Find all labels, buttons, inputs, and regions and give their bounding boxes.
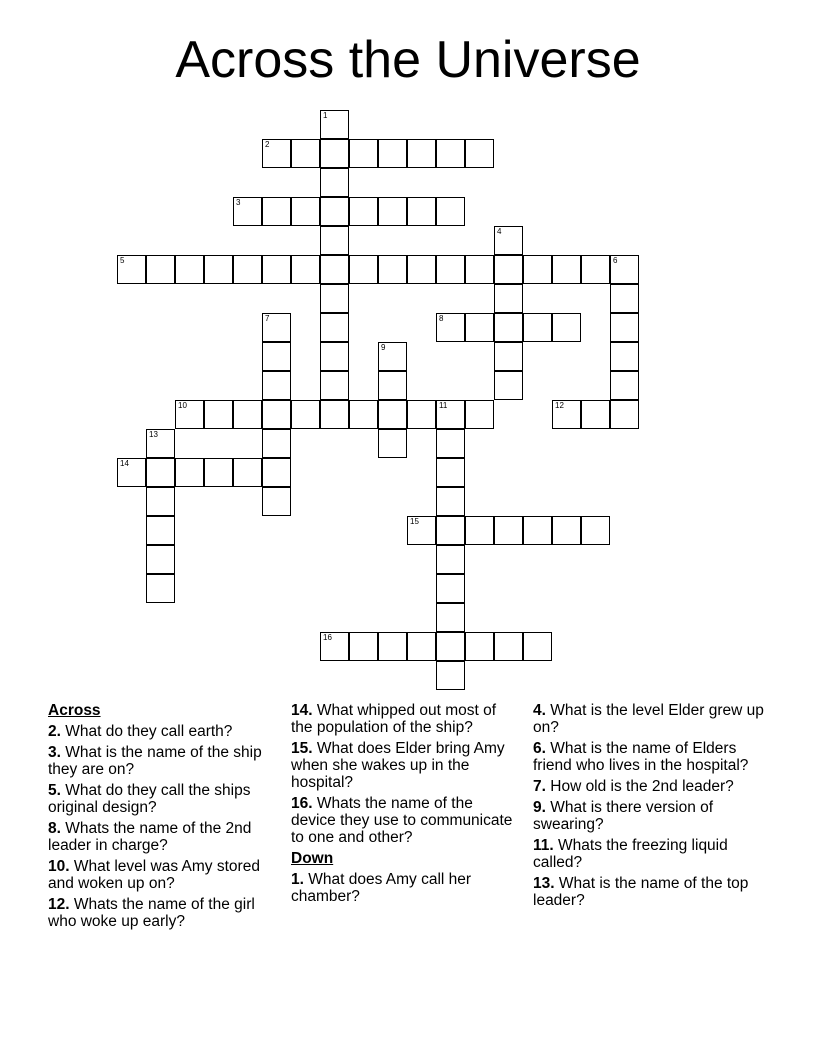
grid-cell[interactable] (552, 400, 581, 429)
grid-cell[interactable] (349, 197, 378, 226)
grid-cell[interactable] (494, 371, 523, 400)
clue-number: 3. (48, 744, 61, 761)
clue-text: What level was Amy stored and woken up on? (48, 858, 260, 892)
cell-number: 11 (439, 401, 448, 410)
grid-cell[interactable] (146, 487, 175, 516)
grid-cell[interactable] (262, 342, 291, 371)
grid-cell[interactable] (146, 516, 175, 545)
grid-cell[interactable] (465, 632, 494, 661)
clue-text: What do they call the ships original design? (48, 782, 251, 816)
grid-cell[interactable] (436, 429, 465, 458)
grid-cell[interactable] (494, 226, 523, 255)
grid-cell[interactable] (610, 342, 639, 371)
grid-cell[interactable] (233, 458, 262, 487)
grid-cell[interactable] (349, 632, 378, 661)
grid-cell[interactable] (262, 139, 291, 168)
grid-cell[interactable] (291, 255, 320, 284)
clue-text: What is there version of swearing? (533, 799, 714, 833)
clue-number: 14. (291, 702, 313, 719)
grid-cell[interactable] (523, 632, 552, 661)
clue-down-13 (533, 875, 773, 909)
clue-text: What is the name of Elders friend who lives in the hospital? (533, 740, 749, 774)
clue-across-5 (48, 782, 278, 816)
grid-cell[interactable] (320, 342, 349, 371)
grid-cell[interactable] (407, 139, 436, 168)
grid-cell[interactable] (175, 255, 204, 284)
grid-cell[interactable] (378, 371, 407, 400)
cell-number: 2 (265, 140, 270, 149)
grid-cell[interactable] (262, 429, 291, 458)
grid-cell[interactable] (204, 400, 233, 429)
grid-cell[interactable] (494, 342, 523, 371)
across-header: Across (48, 702, 101, 719)
grid-cell[interactable] (378, 255, 407, 284)
grid-cell[interactable] (436, 574, 465, 603)
cell-number: 12 (555, 401, 564, 410)
cell-number: 7 (265, 314, 270, 323)
grid-cell[interactable] (436, 313, 465, 342)
clue-text: Whats the name of the girl who woke up early? (48, 896, 255, 930)
grid-cell[interactable] (320, 255, 349, 284)
clue-number: 8. (48, 820, 61, 837)
grid-cell[interactable] (175, 400, 204, 429)
grid-cell[interactable] (581, 255, 610, 284)
grid-cell[interactable] (349, 400, 378, 429)
grid-cell[interactable] (262, 371, 291, 400)
cell-number: 6 (613, 256, 618, 265)
grid-cell[interactable] (610, 313, 639, 342)
grid-cell[interactable] (117, 458, 146, 487)
grid-cell[interactable] (494, 516, 523, 545)
clue-number: 2. (48, 723, 61, 740)
puzzle-title: Across the Universe (175, 31, 641, 89)
grid-cell[interactable] (320, 168, 349, 197)
grid-cell[interactable] (320, 110, 349, 139)
grid-cell[interactable] (610, 284, 639, 313)
clue-number: 4. (533, 702, 546, 719)
clue-text: Whats the name of the 2nd leader in charge? (48, 820, 252, 854)
clue-text: What does Elder bring Amy when she wakes up in the hospital? (291, 740, 505, 791)
grid-cell[interactable] (552, 516, 581, 545)
grid-cell[interactable] (146, 458, 175, 487)
clue-text: What do they call earth? (65, 723, 233, 740)
grid-cell[interactable] (436, 400, 465, 429)
cell-number: 1 (323, 111, 328, 120)
grid-cell[interactable] (436, 661, 465, 690)
clue-across-15 (291, 740, 521, 791)
grid-cell[interactable] (552, 313, 581, 342)
clue-text: How old is the 2nd leader? (550, 778, 734, 795)
grid-cell[interactable] (494, 255, 523, 284)
grid-cell[interactable] (436, 255, 465, 284)
cell-number: 13 (149, 430, 158, 439)
grid-cell[interactable] (378, 342, 407, 371)
grid-cell[interactable] (349, 139, 378, 168)
clue-across-2 (48, 723, 278, 740)
clue-across-3 (48, 744, 278, 778)
grid-cell[interactable] (378, 632, 407, 661)
clue-across-16 (291, 795, 521, 846)
clue-down-4 (533, 702, 773, 736)
grid-cell[interactable] (465, 313, 494, 342)
grid-cell[interactable] (378, 400, 407, 429)
grid-cell[interactable] (436, 632, 465, 661)
clue-number: 9. (533, 799, 546, 816)
grid-cell[interactable] (407, 516, 436, 545)
clue-text: What whipped out most of the population of the ship? (291, 702, 497, 736)
clue-down-9 (533, 799, 773, 833)
grid-cell[interactable] (233, 255, 262, 284)
grid-cell[interactable] (291, 197, 320, 226)
clue-column-3 (533, 702, 773, 913)
grid-cell[interactable] (523, 313, 552, 342)
grid-cell[interactable] (233, 197, 262, 226)
clue-text: What does Amy call her chamber? (291, 871, 472, 905)
grid-cell[interactable] (436, 197, 465, 226)
grid-cell[interactable] (494, 284, 523, 313)
grid-cell[interactable] (436, 458, 465, 487)
grid-cell[interactable] (407, 255, 436, 284)
grid-cell[interactable] (465, 400, 494, 429)
clue-text: Whats the freezing liquid called? (533, 837, 728, 871)
grid-cell[interactable] (146, 255, 175, 284)
grid-cell[interactable] (146, 574, 175, 603)
clue-number: 13. (533, 875, 555, 892)
grid-cell[interactable] (262, 255, 291, 284)
grid-cell[interactable] (407, 400, 436, 429)
clue-number: 15. (291, 740, 313, 757)
grid-cell[interactable] (436, 487, 465, 516)
cell-number: 5 (120, 256, 125, 265)
clue-down-11 (533, 837, 773, 871)
grid-cell[interactable] (378, 197, 407, 226)
grid-cell[interactable] (262, 313, 291, 342)
clue-column-2 (291, 702, 521, 909)
grid-cell[interactable] (204, 255, 233, 284)
grid-cell[interactable] (378, 429, 407, 458)
clue-number: 1. (291, 871, 304, 888)
grid-cell[interactable] (320, 371, 349, 400)
grid-cell[interactable] (610, 400, 639, 429)
clue-across-14 (291, 702, 521, 736)
grid-cell[interactable] (523, 255, 552, 284)
clue-text: Whats the name of the device they use to communicate to one and other? (291, 795, 513, 846)
grid-cell[interactable] (146, 429, 175, 458)
grid-cell[interactable] (610, 371, 639, 400)
grid-cell[interactable] (262, 487, 291, 516)
grid-cell[interactable] (349, 255, 378, 284)
grid-cell[interactable] (291, 400, 320, 429)
clue-number: 12. (48, 896, 70, 913)
grid-cell[interactable] (552, 255, 581, 284)
grid-cell[interactable] (320, 139, 349, 168)
grid-cell[interactable] (320, 284, 349, 313)
clue-number: 7. (533, 778, 546, 795)
clue-number: 16. (291, 795, 313, 812)
grid-cell[interactable] (581, 400, 610, 429)
grid-cell[interactable] (320, 313, 349, 342)
cell-number: 16 (323, 633, 332, 642)
cell-number: 8 (439, 314, 444, 323)
clue-across-10 (48, 858, 278, 892)
cell-number: 3 (236, 198, 241, 207)
cell-number: 14 (120, 459, 129, 468)
clue-text: What is the level Elder grew up on? (533, 702, 764, 736)
grid-cell[interactable] (465, 516, 494, 545)
cell-number: 9 (381, 343, 386, 352)
grid-cell[interactable] (407, 197, 436, 226)
cell-number: 10 (178, 401, 187, 410)
clue-column-1 (48, 702, 278, 934)
clue-number: 10. (48, 858, 70, 875)
grid-cell[interactable] (262, 458, 291, 487)
clue-down-6 (533, 740, 773, 774)
grid-cell[interactable] (320, 197, 349, 226)
grid-cell[interactable] (436, 603, 465, 632)
grid-cell[interactable] (407, 632, 436, 661)
grid-cell[interactable] (436, 545, 465, 574)
clue-text: What is the name of the ship they are on? (48, 744, 262, 778)
grid-cell[interactable] (494, 632, 523, 661)
grid-cell[interactable] (465, 255, 494, 284)
grid-cell[interactable] (378, 139, 407, 168)
grid-cell[interactable] (581, 516, 610, 545)
clue-number: 5. (48, 782, 61, 799)
cell-number: 15 (410, 517, 419, 526)
grid-cell[interactable] (233, 400, 262, 429)
grid-cell[interactable] (436, 139, 465, 168)
clue-down-1 (291, 871, 521, 905)
clue-across-8 (48, 820, 278, 854)
grid-cell[interactable] (465, 139, 494, 168)
grid-cell[interactable] (204, 458, 233, 487)
clue-across-12 (48, 896, 278, 930)
clue-text: What is the name of the top leader? (533, 875, 749, 909)
grid-cell[interactable] (610, 255, 639, 284)
grid-cell[interactable] (436, 516, 465, 545)
grid-cell[interactable] (262, 197, 291, 226)
clue-down-7 (533, 778, 773, 795)
clue-number: 11. (533, 837, 554, 854)
grid-cell[interactable] (320, 226, 349, 255)
clue-number: 6. (533, 740, 546, 757)
grid-cell[interactable] (320, 400, 349, 429)
grid-cell[interactable] (291, 139, 320, 168)
grid-cell[interactable] (146, 545, 175, 574)
cell-number: 4 (497, 227, 502, 236)
grid-cell[interactable] (175, 458, 204, 487)
down-header: Down (291, 850, 334, 867)
grid-cell[interactable] (494, 313, 523, 342)
grid-cell[interactable] (523, 516, 552, 545)
grid-cell[interactable] (320, 632, 349, 661)
grid-cell[interactable] (262, 400, 291, 429)
grid-cell[interactable] (117, 255, 146, 284)
